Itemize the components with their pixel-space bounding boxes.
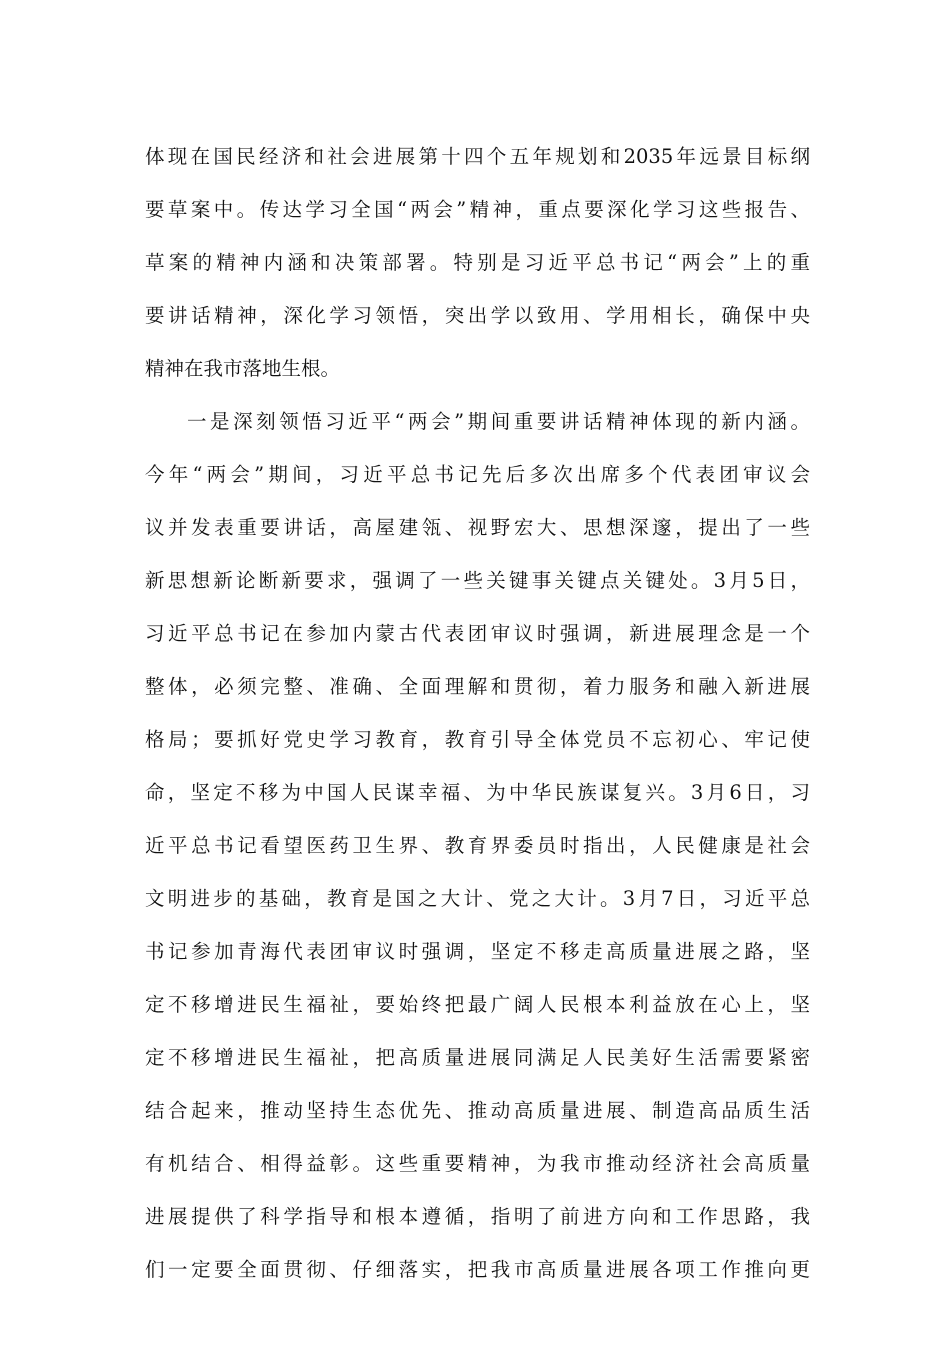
text-line: 定不移增进民生福祉，要始终把最广阔人民根本利益放在心上，坚 <box>145 993 810 1016</box>
text-line: 整体，必须完整、准确、全面理解和贯彻，着力服务和融入新进展 <box>145 675 810 698</box>
text-line: 精神在我市落地生根。 <box>145 357 341 380</box>
text-line: 近平总书记看望医药卫生界、教育界委员时指出，人民健康是社会 <box>145 834 810 857</box>
text-line: 书记参加青海代表团审议时强调，坚定不移走高质量进展之路，坚 <box>145 940 810 963</box>
text-line: 习近平总书记在参加内蒙古代表团审议时强调，新进展理念是一个 <box>145 622 810 645</box>
text-line: 进展提供了科学指导和根本遵循，指明了前进方向和工作思路，我 <box>145 1205 810 1228</box>
text-line: 要讲话精神，深化学习领悟，突出学以致用、学用相长，确保中央 <box>145 304 810 327</box>
text-line: 议并发表重要讲话，高屋建瓴、视野宏大、思想深邃，提出了一些 <box>145 516 810 539</box>
text-line: 们一定要全面贯彻、仔细落实，把我市高质量进展各项工作推向更 <box>145 1258 810 1281</box>
text-line: 结合起来，推动坚持生态优先、推动高质量进展、制造高品质生活 <box>145 1099 810 1122</box>
body-text <box>145 130 810 1349</box>
text-line: 命，坚定不移为中国人民谋幸福、为中华民族谋复兴。3月6日，习 <box>145 781 810 804</box>
text-line: 草案的精神内涵和决策部署。特别是习近平总书记“两会”上的重 <box>145 251 810 274</box>
text-line: 有机结合、相得益彰。这些重要精神，为我市推动经济社会高质量 <box>145 1152 810 1175</box>
text-line: 定不移增进民生福祉，把高质量进展同满足人民美好生活需要紧密 <box>145 1046 810 1069</box>
text-line: 新思想新论断新要求，强调了一些关键事关键点关键处。3月5日， <box>145 569 810 592</box>
text-line <box>145 1296 810 1349</box>
paragraph-2 <box>145 395 810 1349</box>
paragraph-1 <box>145 130 810 395</box>
text-line: 体现在国民经济和社会进展第十四个五年规划和2035年远景目标纲 <box>145 145 810 168</box>
text-line: 文明进步的基础，教育是国之大计、党之大计。3月7日，习近平总 <box>145 887 810 910</box>
text-line: 今年“两会”期间，习近平总书记先后多次出席多个代表团审议会 <box>145 463 810 486</box>
text-line: 要草案中。传达学习全国“两会”精神，重点要深化学习这些报告、 <box>145 198 810 221</box>
text-line: 一是深刻领悟习近平“两会”期间重要讲话精神体现的新内涵。 <box>187 410 810 433</box>
text-line: 格局；要抓好党史学习教育，教育引导全体党员不忘初心、牢记使 <box>145 728 810 751</box>
